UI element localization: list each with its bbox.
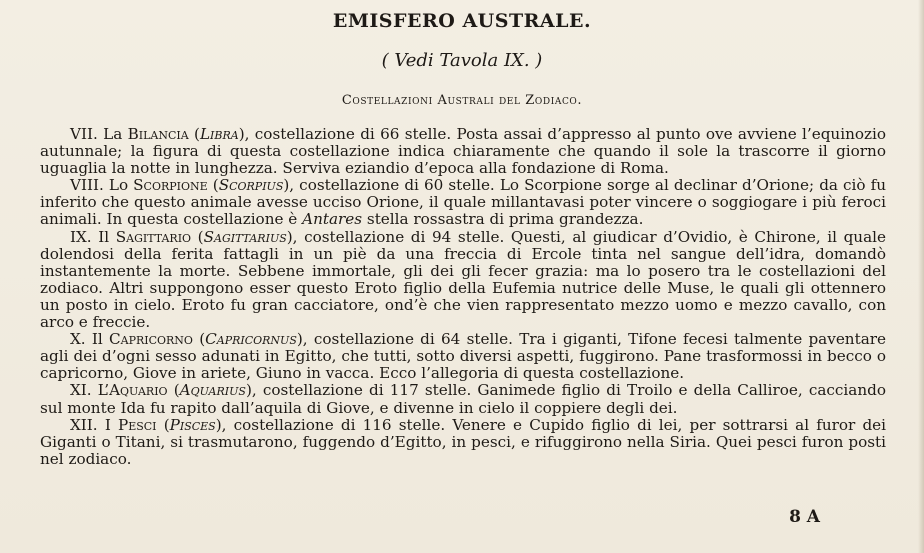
latin-name: Aquarius	[179, 381, 246, 400]
plate-reference: ( Vedi Tavola IX. )	[381, 50, 543, 71]
constellation-name: Capricorno	[109, 330, 193, 349]
latin-name: Pisces	[169, 415, 216, 434]
constellation-name: Bilancia	[127, 125, 189, 143]
star-name: Antares	[302, 210, 363, 229]
latin-name: Sagittarius	[203, 227, 287, 246]
latin-name: Libra	[199, 125, 239, 143]
page-number: 8 A	[789, 507, 820, 527]
paragraph-libra: VII. La Bilancia (Libra), costellazione di 66 stelle. Posta assai d’appresso al punto ove avviene l’equinozio autunnale; la figura di questa costellazione indica chiaramente che quando il sole la trascorre il giorno uguaglia la notte in lunghezza. Serviva eziandio d’epoca alla fondazione di Roma.	[40, 125, 886, 178]
constellation-name: Scorpione	[133, 176, 208, 195]
page-edge-shadow	[918, 0, 924, 553]
latin-name: Capricornus	[205, 330, 297, 349]
constellation-name: Sagittario	[115, 227, 192, 246]
text-body	[40, 126, 886, 468]
constellation-name: Pesci	[117, 415, 157, 434]
paragraph-scorpius: VIII. Lo Scorpione (Scorpius), costellazione di 60 stelle. Lo Scorpione sorge al declinar d’Orione; da ciò fu inferito che questo animale avesse ucciso Orione, il quale millantavasi poter vincere o soggiogare i più feroci animali. In questa costellazione è Antares stella rossastra di prima grandezza.	[40, 176, 886, 229]
paragraph-aquarius: XI. L’Aquario (Aquarius), costellazione di 117 stelle. Ganimede figlio di Troilo e della Calliroe, cacciando sul monte Ida fu rapito dall’aquila di Giove, e divenne in cielo il coppiere degli dei.	[40, 381, 886, 417]
constellation-name: Aquario	[109, 381, 168, 400]
paragraph-capricornus: X. Il Capricorno (Capricornus), costellazione di 64 stelle. Tra i giganti, Tifone fecesi talmente paventare agli dei d’ogni sesso adunati in Egitto, che tutti, sotto diversi aspetti, fuggirono. Pane trasformossi in becco o capricorno, Giove in ariete, Giuno in vacca. Ecco l’allegoria di questa costellazione.	[40, 330, 886, 383]
section-heading: Costellazioni Australi del Zodiaco.	[341, 93, 583, 108]
latin-name: Scorpius	[218, 176, 284, 195]
paragraph-pisces: XII. I Pesci (Pisces), costellazione di 116 stelle. Venere e Cupido figlio di lei, per sottrarsi al furor dei Giganti o Titani, si trasmutarono, fuggendo d’Egitto, in pesci, e rifuggirono nella Siria. Quei pesci furon posti nel zodiaco.	[40, 415, 887, 468]
page-title: EMISFERO AUSTRALE.	[332, 10, 592, 32]
paragraph-sagittarius: IX. Il Sagittario (Sagittarius), costellazione di 94 stelle. Questi, al giudicar d’Ovidio, è Chirone, il quale dolendosi della ferita fattagli in un piè da una freccia di Ercole tinta nel sangue dell’idra, domandò instantemente la morte. Sebbene immortale, gli dei gli fecer grazia: ma lo posero tra le costellazioni del zodiaco. Altri suppongono esser questo Eroto figlio della Eufemia nutrice delle Muse, le quali gli ottennero un posto in cielo. Eroto fu gran cacciatore, ond’è che vien rappresentato mezzo uomo e mezzo cavallo, con arco e freccie.	[40, 227, 886, 332]
